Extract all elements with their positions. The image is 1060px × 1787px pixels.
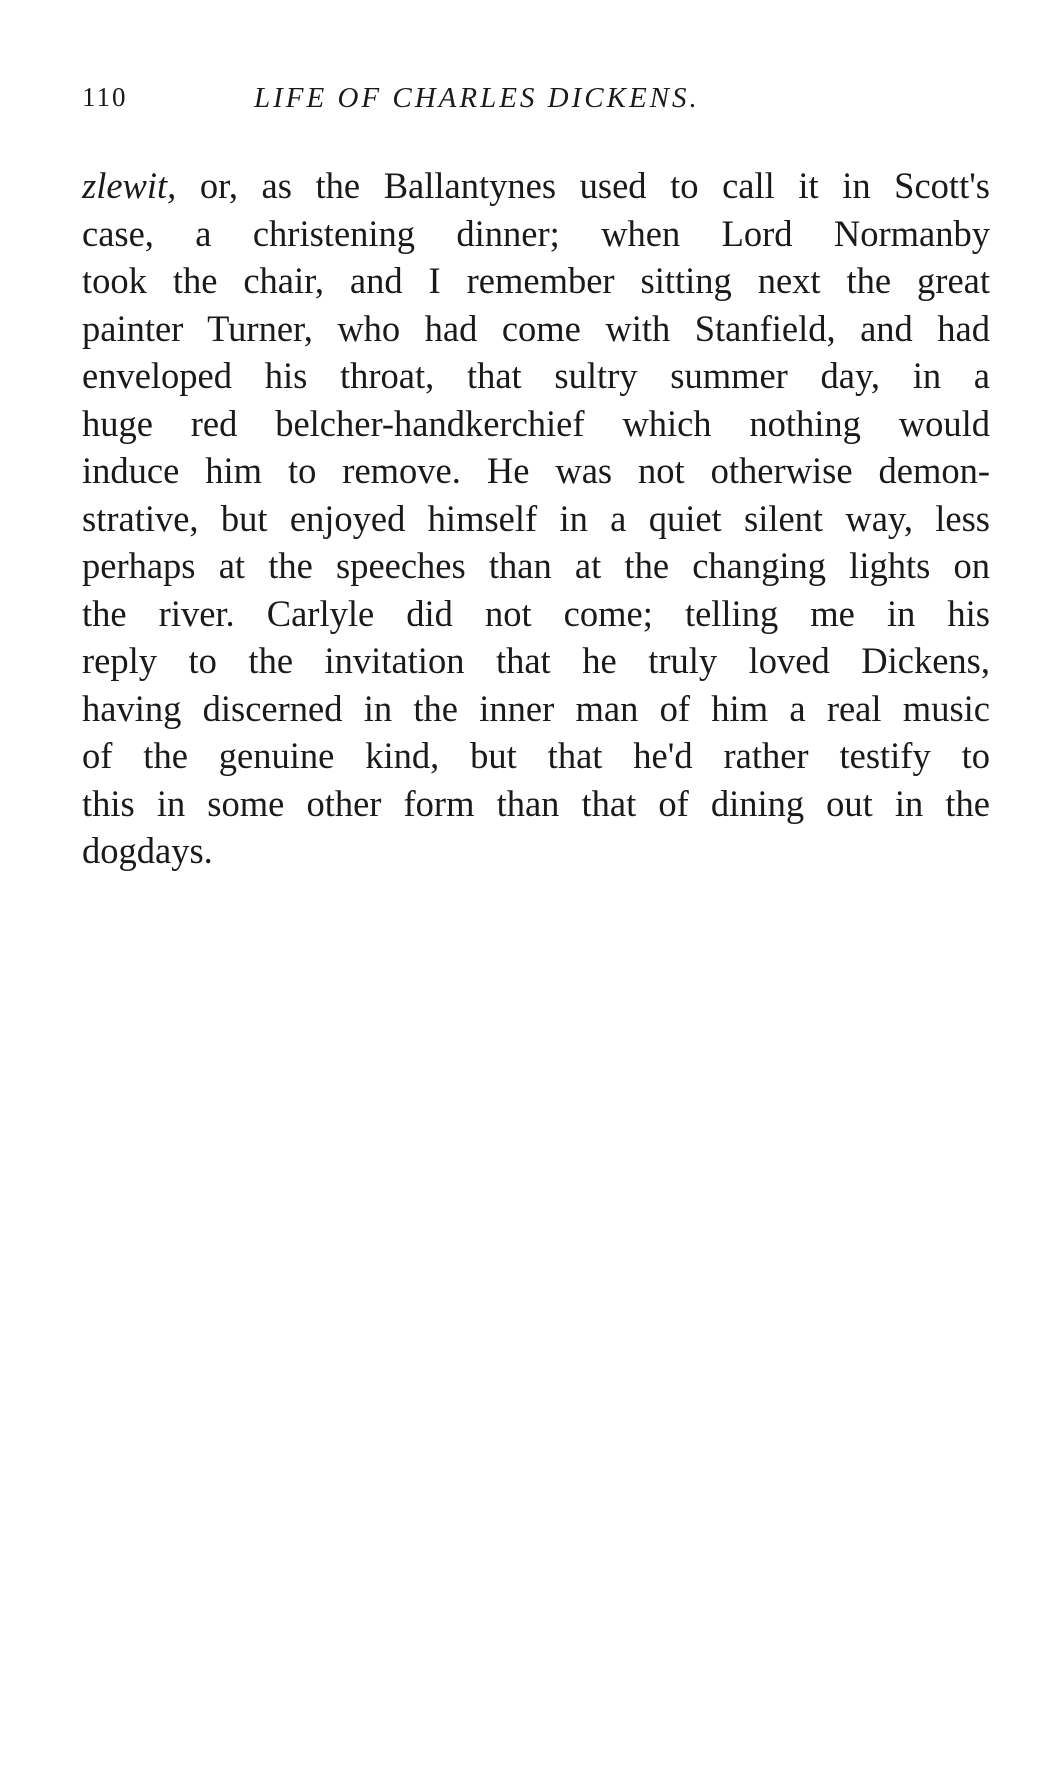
running-head xyxy=(82,82,982,122)
text-line: having discerned in the inner man of him a real music xyxy=(82,687,990,729)
text-line: of the genuine kind, but that he'd rather testify to xyxy=(82,735,990,776)
text-line: case, a christening dinner; when Lord Normanby xyxy=(82,212,990,254)
text-line: strative, but enjoyed himself in a quiet silent way, less xyxy=(82,497,990,539)
text-line: induce him to remove. He was not otherwise demon- xyxy=(82,450,990,491)
text-line: took the chair, and I remember sitting next the great xyxy=(82,260,990,301)
text-line: the river. Carlyle did not come; telling me in his xyxy=(82,592,990,634)
page-number: 110 xyxy=(82,82,128,112)
text-line: dogdays. xyxy=(82,830,213,871)
italic-word: zlewit, xyxy=(82,165,177,206)
running-title: LIFE OF CHARLES DICKENS. xyxy=(254,82,700,114)
text-fragment: or, as the Ballantynes used to call it in Scott's xyxy=(176,165,990,206)
text-line: this in some other form than that of dining out in the xyxy=(82,782,990,824)
text-line: huge red belcher-handkerchief which nothing would xyxy=(82,402,990,444)
text-line: perhaps at the speeches than at the changing lights on xyxy=(82,545,990,586)
text-line: painter Turner, who had come with Stanfield, and had xyxy=(82,307,990,349)
text-line: reply to the invitation that he truly loved Dickens, xyxy=(82,640,990,681)
text-line: enveloped his throat, that sultry summer day, in a xyxy=(82,355,990,396)
body-paragraph xyxy=(82,162,990,875)
text-line xyxy=(82,162,990,210)
